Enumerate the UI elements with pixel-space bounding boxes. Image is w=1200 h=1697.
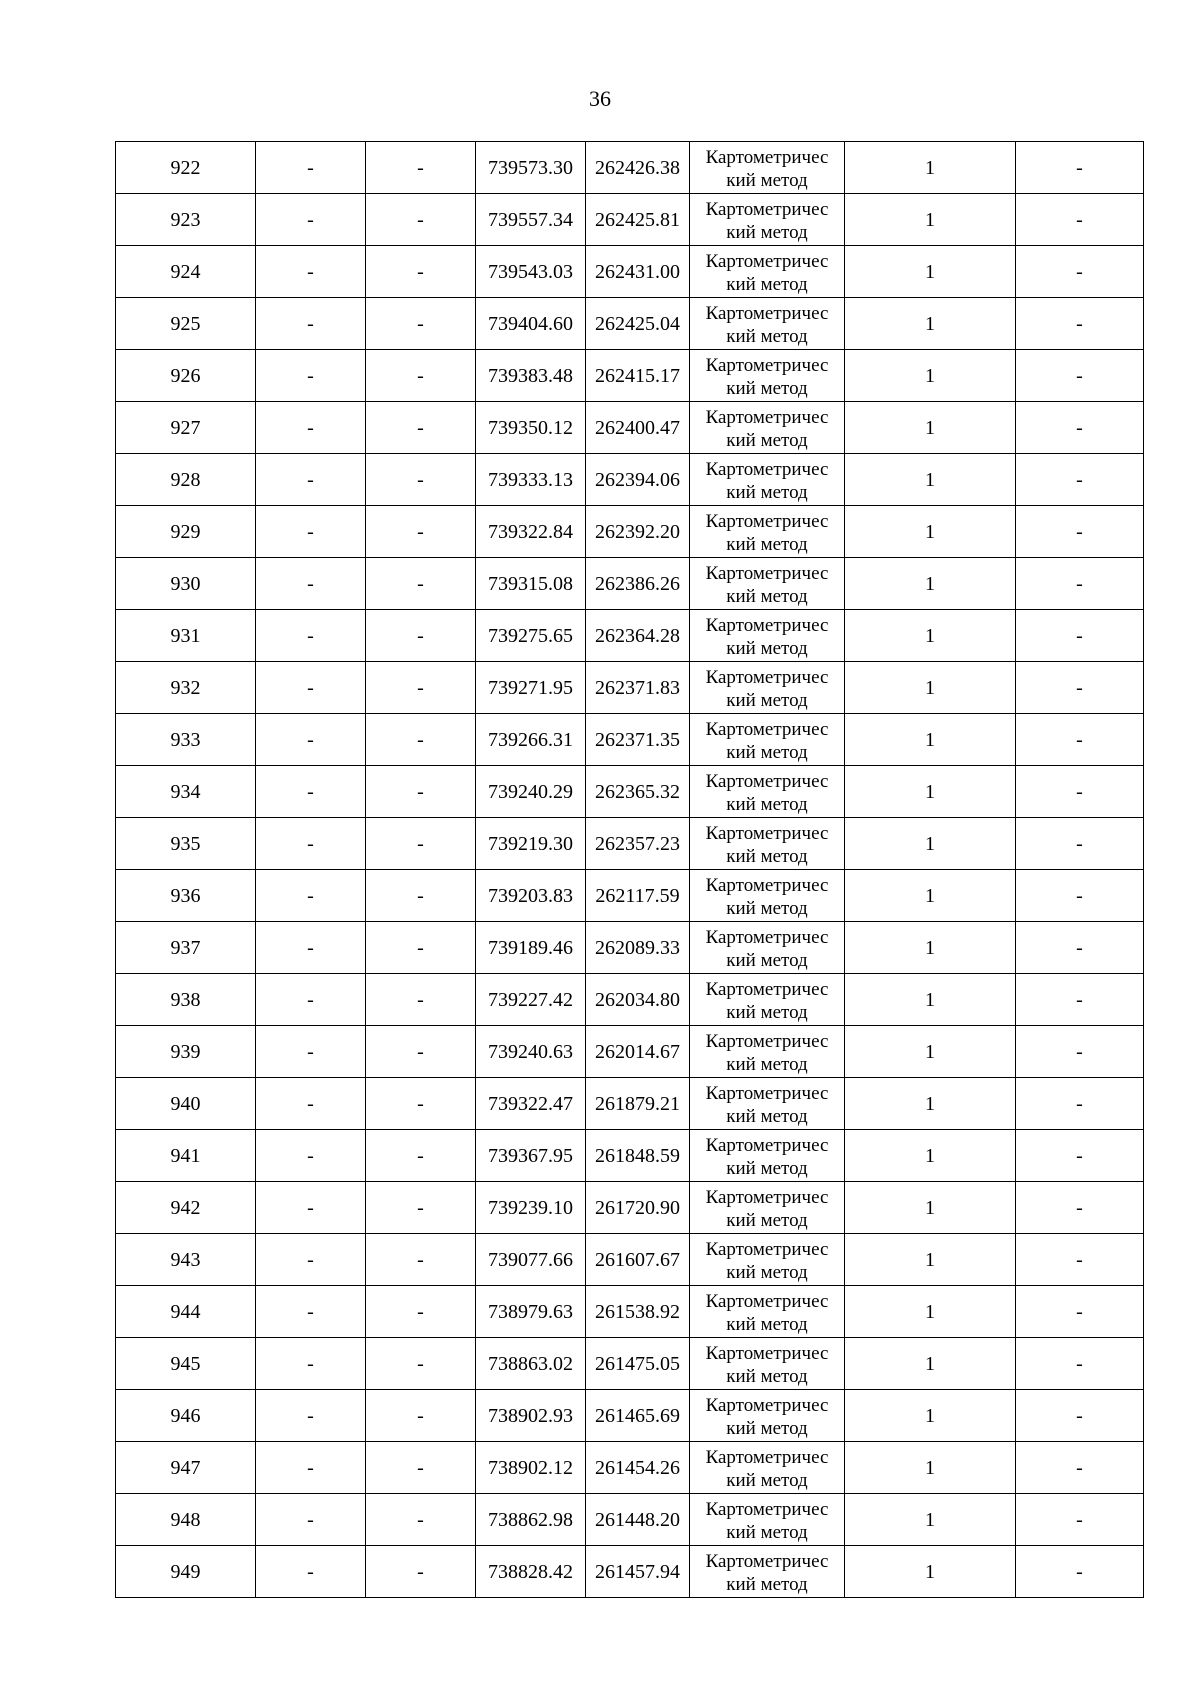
point-number-cell: 922 — [116, 142, 256, 194]
table-row — [116, 246, 1144, 298]
x-coordinate-cell: 739322.84 — [476, 506, 586, 558]
empty-cell-8: - — [1016, 662, 1144, 714]
empty-cell-8: - — [1016, 714, 1144, 766]
table-row — [116, 610, 1144, 662]
method-cell: Картометричес кий метод — [690, 1546, 845, 1598]
empty-cell-3: - — [366, 1234, 476, 1286]
table-row — [116, 142, 1144, 194]
point-number-cell: 936 — [116, 870, 256, 922]
x-coordinate-cell: 739333.13 — [476, 454, 586, 506]
point-number-cell: 930 — [116, 558, 256, 610]
y-coordinate-cell: 262394.06 — [586, 454, 690, 506]
empty-cell-8: - — [1016, 1078, 1144, 1130]
empty-cell-8: - — [1016, 1026, 1144, 1078]
method-cell: Картометричес кий метод — [690, 454, 845, 506]
y-coordinate-cell: 262371.35 — [586, 714, 690, 766]
x-coordinate-cell: 739266.31 — [476, 714, 586, 766]
accuracy-cell: 1 — [845, 402, 1016, 454]
accuracy-cell: 1 — [845, 1234, 1016, 1286]
empty-cell-3: - — [366, 610, 476, 662]
empty-cell-8: - — [1016, 610, 1144, 662]
x-coordinate-cell: 739077.66 — [476, 1234, 586, 1286]
method-cell: Картометричес кий метод — [690, 298, 845, 350]
method-cell: Картометричес кий метод — [690, 714, 845, 766]
empty-cell-8: - — [1016, 1182, 1144, 1234]
empty-cell-2: - — [256, 402, 366, 454]
point-number-cell: 932 — [116, 662, 256, 714]
empty-cell-8: - — [1016, 1546, 1144, 1598]
method-cell: Картометричес кий метод — [690, 662, 845, 714]
x-coordinate-cell: 738828.42 — [476, 1546, 586, 1598]
empty-cell-2: - — [256, 194, 366, 246]
accuracy-cell: 1 — [845, 818, 1016, 870]
empty-cell-8: - — [1016, 1494, 1144, 1546]
table-row — [116, 974, 1144, 1026]
empty-cell-3: - — [366, 818, 476, 870]
point-number-cell: 942 — [116, 1182, 256, 1234]
y-coordinate-cell: 262034.80 — [586, 974, 690, 1026]
empty-cell-8: - — [1016, 870, 1144, 922]
accuracy-cell: 1 — [845, 194, 1016, 246]
empty-cell-3: - — [366, 1078, 476, 1130]
method-cell: Картометричес кий метод — [690, 142, 845, 194]
y-coordinate-cell: 262425.81 — [586, 194, 690, 246]
empty-cell-3: - — [366, 1494, 476, 1546]
empty-cell-3: - — [366, 1286, 476, 1338]
x-coordinate-cell: 739383.48 — [476, 350, 586, 402]
table-row — [116, 506, 1144, 558]
empty-cell-2: - — [256, 610, 366, 662]
y-coordinate-cell: 261475.05 — [586, 1338, 690, 1390]
x-coordinate-cell: 739239.10 — [476, 1182, 586, 1234]
point-number-cell: 940 — [116, 1078, 256, 1130]
y-coordinate-cell: 261448.20 — [586, 1494, 690, 1546]
accuracy-cell: 1 — [845, 1026, 1016, 1078]
y-coordinate-cell: 262426.38 — [586, 142, 690, 194]
table-row — [116, 1130, 1144, 1182]
point-number-cell: 933 — [116, 714, 256, 766]
y-coordinate-cell: 261720.90 — [586, 1182, 690, 1234]
empty-cell-2: - — [256, 454, 366, 506]
table-row — [116, 1234, 1144, 1286]
point-number-cell: 944 — [116, 1286, 256, 1338]
empty-cell-2: - — [256, 662, 366, 714]
table-row — [116, 298, 1144, 350]
point-number-cell: 945 — [116, 1338, 256, 1390]
table-row — [116, 922, 1144, 974]
point-number-cell: 934 — [116, 766, 256, 818]
accuracy-cell: 1 — [845, 766, 1016, 818]
empty-cell-3: - — [366, 1130, 476, 1182]
accuracy-cell: 1 — [845, 1442, 1016, 1494]
point-number-cell: 927 — [116, 402, 256, 454]
empty-cell-8: - — [1016, 1130, 1144, 1182]
empty-cell-2: - — [256, 766, 366, 818]
x-coordinate-cell: 739275.65 — [476, 610, 586, 662]
table-row — [116, 1546, 1144, 1598]
empty-cell-8: - — [1016, 1442, 1144, 1494]
point-number-cell: 938 — [116, 974, 256, 1026]
empty-cell-8: - — [1016, 818, 1144, 870]
point-number-cell: 923 — [116, 194, 256, 246]
empty-cell-3: - — [366, 402, 476, 454]
empty-cell-3: - — [366, 558, 476, 610]
accuracy-cell: 1 — [845, 1130, 1016, 1182]
empty-cell-3: - — [366, 922, 476, 974]
point-number-cell: 937 — [116, 922, 256, 974]
empty-cell-2: - — [256, 1390, 366, 1442]
empty-cell-8: - — [1016, 766, 1144, 818]
empty-cell-3: - — [366, 1026, 476, 1078]
accuracy-cell: 1 — [845, 350, 1016, 402]
empty-cell-3: - — [366, 194, 476, 246]
x-coordinate-cell: 739350.12 — [476, 402, 586, 454]
point-number-cell: 929 — [116, 506, 256, 558]
method-cell: Картометричес кий метод — [690, 1130, 845, 1182]
x-coordinate-cell: 739240.29 — [476, 766, 586, 818]
method-cell: Картометричес кий метод — [690, 974, 845, 1026]
table-row — [116, 1078, 1144, 1130]
table-row — [116, 1026, 1144, 1078]
method-cell: Картометричес кий метод — [690, 350, 845, 402]
coordinates-table — [115, 141, 1144, 1598]
x-coordinate-cell: 739189.46 — [476, 922, 586, 974]
y-coordinate-cell: 262089.33 — [586, 922, 690, 974]
empty-cell-3: - — [366, 870, 476, 922]
empty-cell-2: - — [256, 1234, 366, 1286]
empty-cell-3: - — [366, 766, 476, 818]
empty-cell-3: - — [366, 1390, 476, 1442]
empty-cell-8: - — [1016, 1286, 1144, 1338]
y-coordinate-cell: 261848.59 — [586, 1130, 690, 1182]
empty-cell-3: - — [366, 662, 476, 714]
empty-cell-3: - — [366, 714, 476, 766]
empty-cell-8: - — [1016, 298, 1144, 350]
empty-cell-3: - — [366, 1338, 476, 1390]
accuracy-cell: 1 — [845, 1182, 1016, 1234]
y-coordinate-cell: 262014.67 — [586, 1026, 690, 1078]
y-coordinate-cell: 262392.20 — [586, 506, 690, 558]
accuracy-cell: 1 — [845, 298, 1016, 350]
point-number-cell: 943 — [116, 1234, 256, 1286]
x-coordinate-cell: 739315.08 — [476, 558, 586, 610]
accuracy-cell: 1 — [845, 714, 1016, 766]
method-cell: Картометричес кий метод — [690, 1234, 845, 1286]
table-row — [116, 818, 1144, 870]
empty-cell-3: - — [366, 1442, 476, 1494]
accuracy-cell: 1 — [845, 246, 1016, 298]
method-cell: Картометричес кий метод — [690, 1494, 845, 1546]
method-cell: Картометричес кий метод — [690, 1078, 845, 1130]
method-cell: Картометричес кий метод — [690, 194, 845, 246]
empty-cell-2: - — [256, 142, 366, 194]
x-coordinate-cell: 739557.34 — [476, 194, 586, 246]
table-row — [116, 714, 1144, 766]
method-cell: Картометричес кий метод — [690, 1442, 845, 1494]
accuracy-cell: 1 — [845, 870, 1016, 922]
point-number-cell: 935 — [116, 818, 256, 870]
method-cell: Картометричес кий метод — [690, 1182, 845, 1234]
point-number-cell: 949 — [116, 1546, 256, 1598]
method-cell: Картометричес кий метод — [690, 870, 845, 922]
point-number-cell: 939 — [116, 1026, 256, 1078]
empty-cell-2: - — [256, 1182, 366, 1234]
accuracy-cell: 1 — [845, 454, 1016, 506]
empty-cell-2: - — [256, 298, 366, 350]
table-row — [116, 870, 1144, 922]
empty-cell-3: - — [366, 298, 476, 350]
point-number-cell: 925 — [116, 298, 256, 350]
method-cell: Картометричес кий метод — [690, 246, 845, 298]
table-body — [116, 142, 1144, 1598]
x-coordinate-cell: 739322.47 — [476, 1078, 586, 1130]
accuracy-cell: 1 — [845, 142, 1016, 194]
empty-cell-8: - — [1016, 246, 1144, 298]
empty-cell-2: - — [256, 922, 366, 974]
y-coordinate-cell: 262431.00 — [586, 246, 690, 298]
empty-cell-8: - — [1016, 454, 1144, 506]
empty-cell-8: - — [1016, 194, 1144, 246]
table-row — [116, 350, 1144, 402]
y-coordinate-cell: 262425.04 — [586, 298, 690, 350]
accuracy-cell: 1 — [845, 558, 1016, 610]
empty-cell-8: - — [1016, 506, 1144, 558]
empty-cell-8: - — [1016, 558, 1144, 610]
method-cell: Картометричес кий метод — [690, 766, 845, 818]
empty-cell-2: - — [256, 714, 366, 766]
table-row — [116, 194, 1144, 246]
empty-cell-3: - — [366, 506, 476, 558]
y-coordinate-cell: 261457.94 — [586, 1546, 690, 1598]
x-coordinate-cell: 739227.42 — [476, 974, 586, 1026]
empty-cell-8: - — [1016, 402, 1144, 454]
x-coordinate-cell: 739240.63 — [476, 1026, 586, 1078]
table-row — [116, 454, 1144, 506]
x-coordinate-cell: 738862.98 — [476, 1494, 586, 1546]
empty-cell-3: - — [366, 974, 476, 1026]
empty-cell-2: - — [256, 974, 366, 1026]
x-coordinate-cell: 739573.30 — [476, 142, 586, 194]
x-coordinate-cell: 739219.30 — [476, 818, 586, 870]
empty-cell-2: - — [256, 870, 366, 922]
y-coordinate-cell: 261538.92 — [586, 1286, 690, 1338]
y-coordinate-cell: 262415.17 — [586, 350, 690, 402]
method-cell: Картометричес кий метод — [690, 402, 845, 454]
accuracy-cell: 1 — [845, 1338, 1016, 1390]
accuracy-cell: 1 — [845, 1494, 1016, 1546]
x-coordinate-cell: 738902.93 — [476, 1390, 586, 1442]
table-row — [116, 1390, 1144, 1442]
x-coordinate-cell: 739367.95 — [476, 1130, 586, 1182]
table-row — [116, 766, 1144, 818]
method-cell: Картометричес кий метод — [690, 922, 845, 974]
table-row — [116, 402, 1144, 454]
accuracy-cell: 1 — [845, 1390, 1016, 1442]
table-row — [116, 558, 1144, 610]
table-row — [116, 1494, 1144, 1546]
empty-cell-8: - — [1016, 1338, 1144, 1390]
y-coordinate-cell: 262357.23 — [586, 818, 690, 870]
empty-cell-2: - — [256, 818, 366, 870]
empty-cell-3: - — [366, 350, 476, 402]
x-coordinate-cell: 739404.60 — [476, 298, 586, 350]
empty-cell-2: - — [256, 558, 366, 610]
method-cell: Картометричес кий метод — [690, 610, 845, 662]
empty-cell-2: - — [256, 1130, 366, 1182]
y-coordinate-cell: 262117.59 — [586, 870, 690, 922]
y-coordinate-cell: 262386.26 — [586, 558, 690, 610]
accuracy-cell: 1 — [845, 1546, 1016, 1598]
x-coordinate-cell: 738902.12 — [476, 1442, 586, 1494]
empty-cell-8: - — [1016, 922, 1144, 974]
y-coordinate-cell: 261607.67 — [586, 1234, 690, 1286]
x-coordinate-cell: 739203.83 — [476, 870, 586, 922]
method-cell: Картометричес кий метод — [690, 558, 845, 610]
page-number: 36 — [589, 86, 611, 111]
empty-cell-2: - — [256, 1286, 366, 1338]
table-row — [116, 1338, 1144, 1390]
accuracy-cell: 1 — [845, 610, 1016, 662]
x-coordinate-cell: 739271.95 — [476, 662, 586, 714]
empty-cell-8: - — [1016, 350, 1144, 402]
y-coordinate-cell: 262364.28 — [586, 610, 690, 662]
point-number-cell: 926 — [116, 350, 256, 402]
y-coordinate-cell: 261454.26 — [586, 1442, 690, 1494]
x-coordinate-cell: 739543.03 — [476, 246, 586, 298]
point-number-cell: 941 — [116, 1130, 256, 1182]
empty-cell-8: - — [1016, 1390, 1144, 1442]
empty-cell-2: - — [256, 1338, 366, 1390]
empty-cell-2: - — [256, 1494, 366, 1546]
table-row — [116, 1442, 1144, 1494]
empty-cell-2: - — [256, 1546, 366, 1598]
y-coordinate-cell: 261879.21 — [586, 1078, 690, 1130]
table-row — [116, 1182, 1144, 1234]
point-number-cell: 948 — [116, 1494, 256, 1546]
empty-cell-8: - — [1016, 974, 1144, 1026]
point-number-cell: 947 — [116, 1442, 256, 1494]
point-number-cell: 928 — [116, 454, 256, 506]
empty-cell-2: - — [256, 246, 366, 298]
accuracy-cell: 1 — [845, 1286, 1016, 1338]
empty-cell-3: - — [366, 1182, 476, 1234]
empty-cell-2: - — [256, 1026, 366, 1078]
empty-cell-2: - — [256, 350, 366, 402]
empty-cell-2: - — [256, 1442, 366, 1494]
empty-cell-8: - — [1016, 1234, 1144, 1286]
method-cell: Картометричес кий метод — [690, 818, 845, 870]
empty-cell-3: - — [366, 246, 476, 298]
method-cell: Картометричес кий метод — [690, 1338, 845, 1390]
table-row — [116, 1286, 1144, 1338]
method-cell: Картометричес кий метод — [690, 1286, 845, 1338]
point-number-cell: 946 — [116, 1390, 256, 1442]
y-coordinate-cell: 262371.83 — [586, 662, 690, 714]
table-row — [116, 662, 1144, 714]
method-cell: Картометричес кий метод — [690, 1026, 845, 1078]
y-coordinate-cell: 262365.32 — [586, 766, 690, 818]
x-coordinate-cell: 738863.02 — [476, 1338, 586, 1390]
empty-cell-2: - — [256, 506, 366, 558]
empty-cell-2: - — [256, 1078, 366, 1130]
empty-cell-3: - — [366, 454, 476, 506]
point-number-cell: 924 — [116, 246, 256, 298]
point-number-cell: 931 — [116, 610, 256, 662]
empty-cell-3: - — [366, 1546, 476, 1598]
x-coordinate-cell: 738979.63 — [476, 1286, 586, 1338]
accuracy-cell: 1 — [845, 662, 1016, 714]
y-coordinate-cell: 261465.69 — [586, 1390, 690, 1442]
accuracy-cell: 1 — [845, 1078, 1016, 1130]
accuracy-cell: 1 — [845, 506, 1016, 558]
empty-cell-8: - — [1016, 142, 1144, 194]
accuracy-cell: 1 — [845, 974, 1016, 1026]
y-coordinate-cell: 262400.47 — [586, 402, 690, 454]
accuracy-cell: 1 — [845, 922, 1016, 974]
method-cell: Картометричес кий метод — [690, 506, 845, 558]
empty-cell-3: - — [366, 142, 476, 194]
method-cell: Картометричес кий метод — [690, 1390, 845, 1442]
